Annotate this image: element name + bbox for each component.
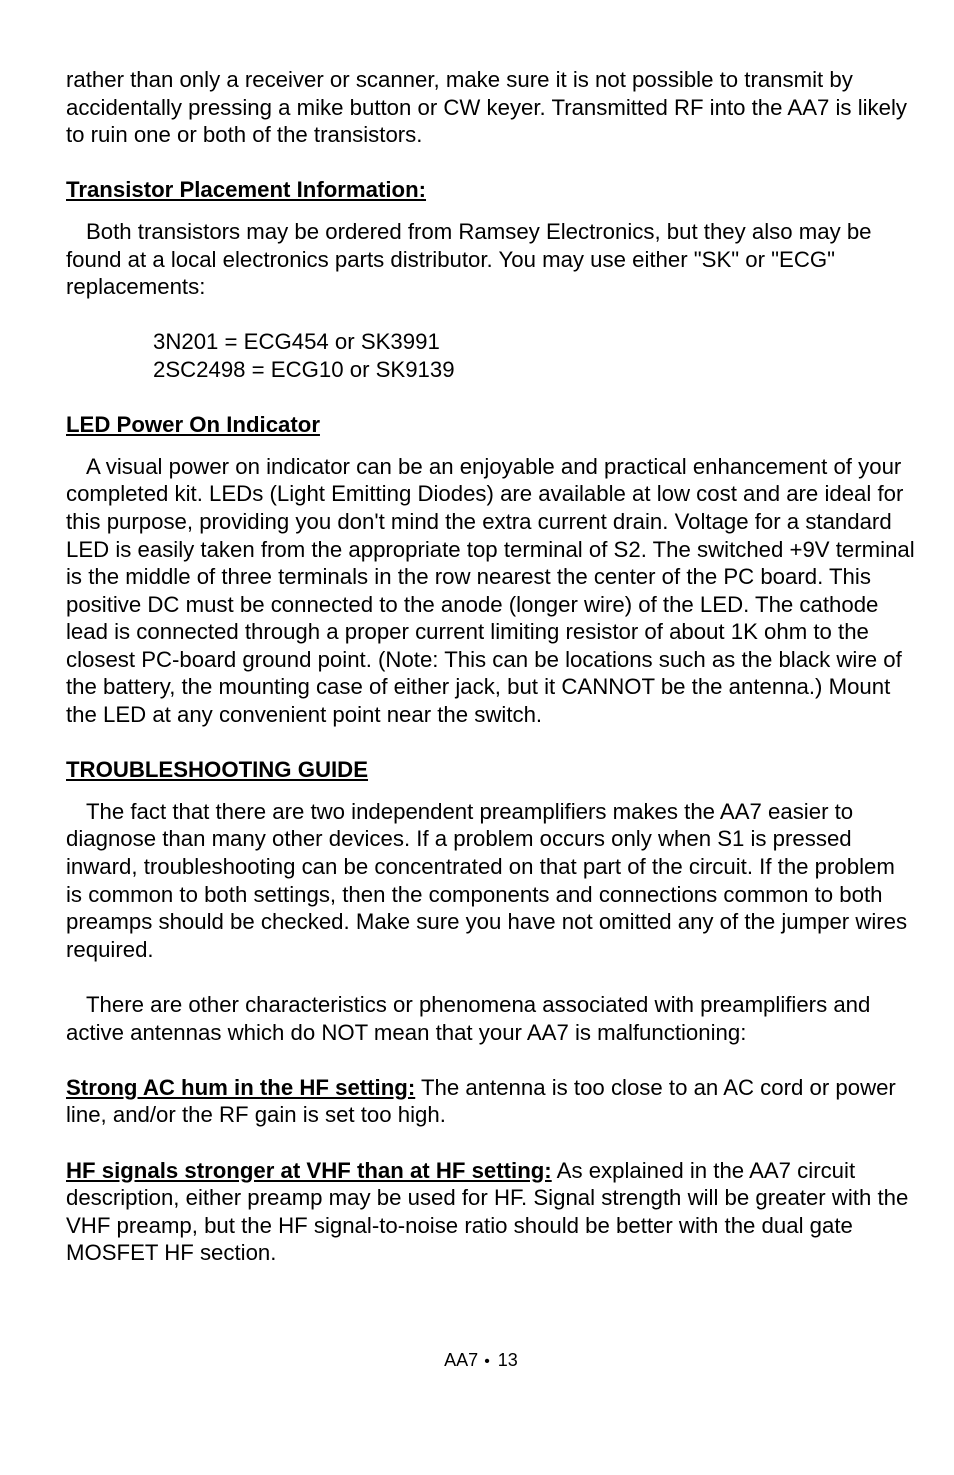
- equivalent-item: 2SC2498 = ECG10 or SK9139: [153, 356, 455, 382]
- page-number: 13: [497, 1350, 518, 1370]
- hum-text: The antenna is too close to an AC cord or power line, and/or the RF gain is set too high.: [66, 1074, 896, 1128]
- troubleshooting-paragraph-1: The fact that there are two independent preamplifiers makes the AA7 easier to diagnose than many other devices. If a problem occurs only when S1 is pressed inward, troubleshooting can be concentrated on that part of the circuit. If the problem is common to both settings, then the components and connections common to both preamps should be checked. Make sure you have not omitted any of the jumper wires required.: [66, 798, 908, 962]
- hum-paragraph: [66, 1074, 916, 1129]
- hum-label: Strong AC hum in the HF setting:: [66, 1074, 416, 1100]
- transistor-heading: Transistor Placement Information:: [66, 177, 427, 203]
- hf-paragraph: [66, 1157, 916, 1267]
- hf-text: As explained in the AA7 circuit description, either preamp may be used for HF. Signal strength will be greater with the VHF preamp, but the HF signal-to-noise ratio should be better with the dual gate MOSFET HF section.: [66, 1157, 909, 1266]
- document-page: [66, 66, 916, 1267]
- footer-product: AA7: [444, 1350, 479, 1370]
- transistor-paragraph: Both transistors may be ordered from Ramsey Electronics, but they also may be found at a local electronics parts distributor. You may use either "SK" or "ECG" replacements:: [66, 218, 872, 300]
- hf-label: HF signals stronger at VHF than at HF setting:: [66, 1157, 552, 1183]
- footer-bullet: •: [484, 1353, 490, 1370]
- led-paragraph: A visual power on indicator can be an enjoyable and practical enhancement of your completed kit. LEDs (Light Emitting Diodes) are available at low cost and are ideal for this purpose, providing you don't mind the extra current drain. Voltage for a standard LED is easily taken from the appropriate top terminal of S2. The switched +9V terminal is the middle of three terminals in the row nearest the center of the PC board. This positive DC must be connected to the anode (longer wire) of the LED. The cathode lead is connected through a proper current limiting resistor of about 1K ohm to the closest PC-board ground point. (Note: This can be locations such as the black wire of the battery, the mounting case of either jack, but it CANNOT be the antenna.) Mount the LED at any convenient point near the switch.: [66, 453, 915, 728]
- equivalents-list: [66, 328, 916, 383]
- equivalent-item: 3N201 = ECG454 or SK3991: [153, 329, 440, 355]
- intro-paragraph: rather than only a receiver or scanner, make sure it is not possible to transmit by accidentally pressing a mike button or CW keyer. Transmitted RF into the AA7 is likely to ruin one or both of the transistors.: [66, 67, 908, 148]
- troubleshooting-heading: TROUBLESHOOTING GUIDE: [66, 757, 369, 783]
- troubleshooting-paragraph-2: There are other characteristics or phenomena associated with preamplifiers and active antennas which do NOT mean that your AA7 is malfunctioning:: [66, 992, 871, 1045]
- page-footer: [0, 1349, 954, 1373]
- led-heading: LED Power On Indicator: [66, 412, 320, 438]
